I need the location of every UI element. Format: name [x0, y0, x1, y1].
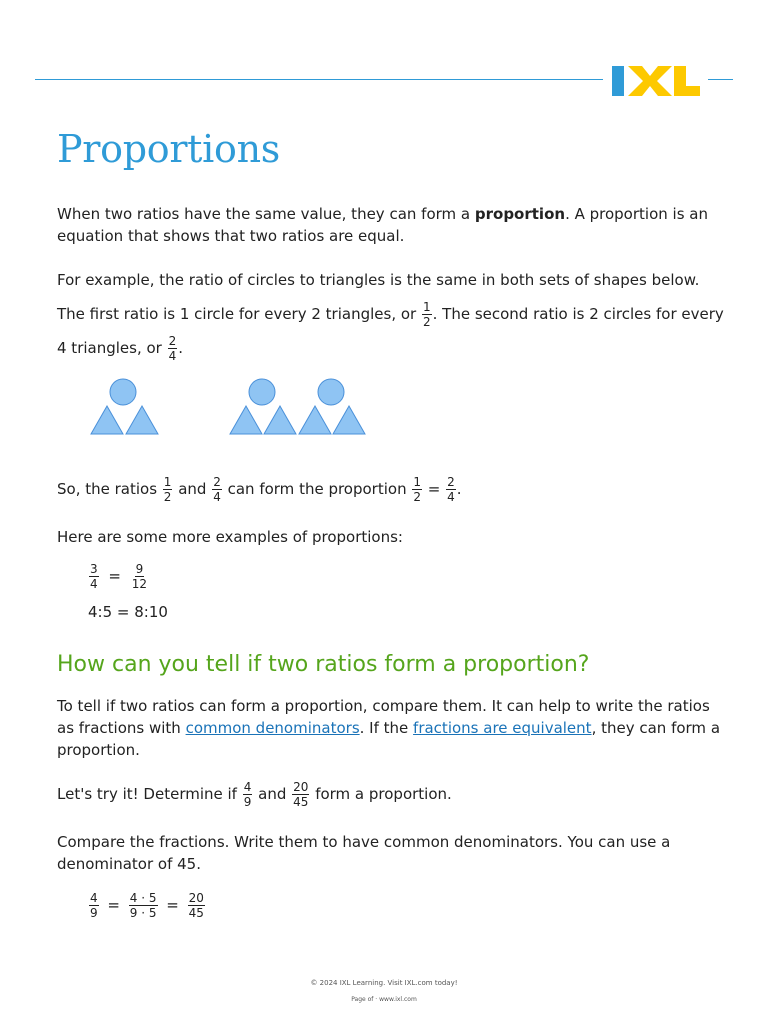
fraction-three-fourths: $\frac{3}{4}$ [90, 562, 98, 591]
intro-paragraph-2: For example, the ratio of circles to triangles is the same in both sets of shapes below. The first ratio is 1 circle for every 2 triangles, or $\frac{1}{2}$ . The second ratio is 2 circles for every 4 triangles, or $\frac{2}{4}$ . [57, 271, 724, 363]
footer-page: Page of · www.ixl.com [351, 996, 417, 1003]
ixl-logo [612, 66, 700, 96]
fraction-two-fourths: $\frac{2}{4}$ [213, 475, 221, 504]
proportion-term: proportion [474, 205, 566, 223]
fraction-one-half: $\frac{1}{2}$ [413, 475, 421, 504]
intro-text: When two ratios have the same value, they can form a [57, 205, 475, 223]
circle-shape [318, 379, 344, 405]
section-heading: How can you tell if two ratios form a proportion? [57, 652, 590, 677]
calculation-equation: $\frac{4}{9}$ = $\frac{4 \cdot 5}{9 \cdot 5}$ = $\frac{20}{45}$ [90, 891, 204, 920]
fraction-one-half: $\frac{1}{2}$ [422, 300, 431, 329]
fraction-two-fourths: $\frac{2}{4}$ [168, 334, 177, 363]
circle-shape [249, 379, 275, 405]
shape-group-1 [91, 379, 158, 434]
shapes-illustration [88, 376, 378, 438]
so-paragraph: So, the ratios $\frac{1}{2}$ and $\frac{2}{4}$ can form the proportion $\frac{1}{2}$ = $\frac{2}{4}$ . [57, 475, 462, 504]
example-proportion-1: $\frac{3}{4}$ = $\frac{9}{12}$ [90, 562, 148, 591]
fraction-nine-twelfths: $\frac{9}{12}$ [131, 562, 148, 591]
fraction-twenty-fortyfifths: $\frac{20}{45}$ [188, 891, 204, 920]
triangle-shape [126, 406, 158, 434]
common-denominators-link[interactable]: common denominators [185, 719, 360, 737]
fraction-two-fourths: $\frac{2}{4}$ [447, 475, 455, 504]
header-rule-right [708, 79, 733, 80]
page-title: Proportions [57, 127, 280, 171]
triangle-shape [333, 406, 365, 434]
more-examples-intro: Here are some more examples of proportions: [57, 528, 403, 546]
example-text: For example, the ratio of circles to triangles is the same in both sets of shapes below. The first ratio is 1 circle for every 2 triangles, or [57, 271, 700, 323]
triangle-shape [91, 406, 123, 434]
compare-paragraph: To tell if two ratios can form a proportion, compare them. It can help to write the ratios as fractions with common denominators. If the fractions are equivalent, they can form a proportion. [57, 697, 721, 759]
circle-shape [110, 379, 136, 405]
common-denominator-paragraph: Compare the fractions. Write them to have common denominators. You can use a denominator of 45. [57, 833, 671, 873]
fraction-one-half: $\frac{1}{2}$ [163, 475, 172, 504]
example-proportion-2: 4:5 = 8:10 [88, 603, 168, 621]
fraction-multiplied: $\frac{4 \cdot 5}{9 \cdot 5}$ [129, 891, 157, 920]
triangle-shape [299, 406, 331, 434]
fraction-twenty-fortyfifths: $\frac{20}{45}$ [293, 780, 309, 809]
intro-text: . A proportion is an equation that shows that two ratios are equal. [57, 205, 708, 245]
intro-paragraph-1 [57, 203, 729, 247]
footer-copyright: © 2024 IXL Learning. Visit IXL.com today! [310, 979, 458, 987]
triangle-shape [230, 406, 262, 434]
example-text: . The second ratio is 2 circles for every 4 triangles, or [57, 305, 724, 357]
fraction-four-ninths: $\frac{4}{9}$ [243, 780, 252, 809]
try-it-paragraph: Let's try it! Determine if $\frac{4}{9}$ and $\frac{20}{45}$ form a proportion. [57, 780, 452, 809]
triangle-shape [264, 406, 296, 434]
fraction-four-ninths: $\frac{4}{9}$ [90, 891, 98, 920]
equivalent-fractions-link[interactable]: fractions are equivalent [413, 719, 592, 737]
shape-group-2 [230, 379, 365, 434]
header-rule-left [35, 79, 603, 80]
